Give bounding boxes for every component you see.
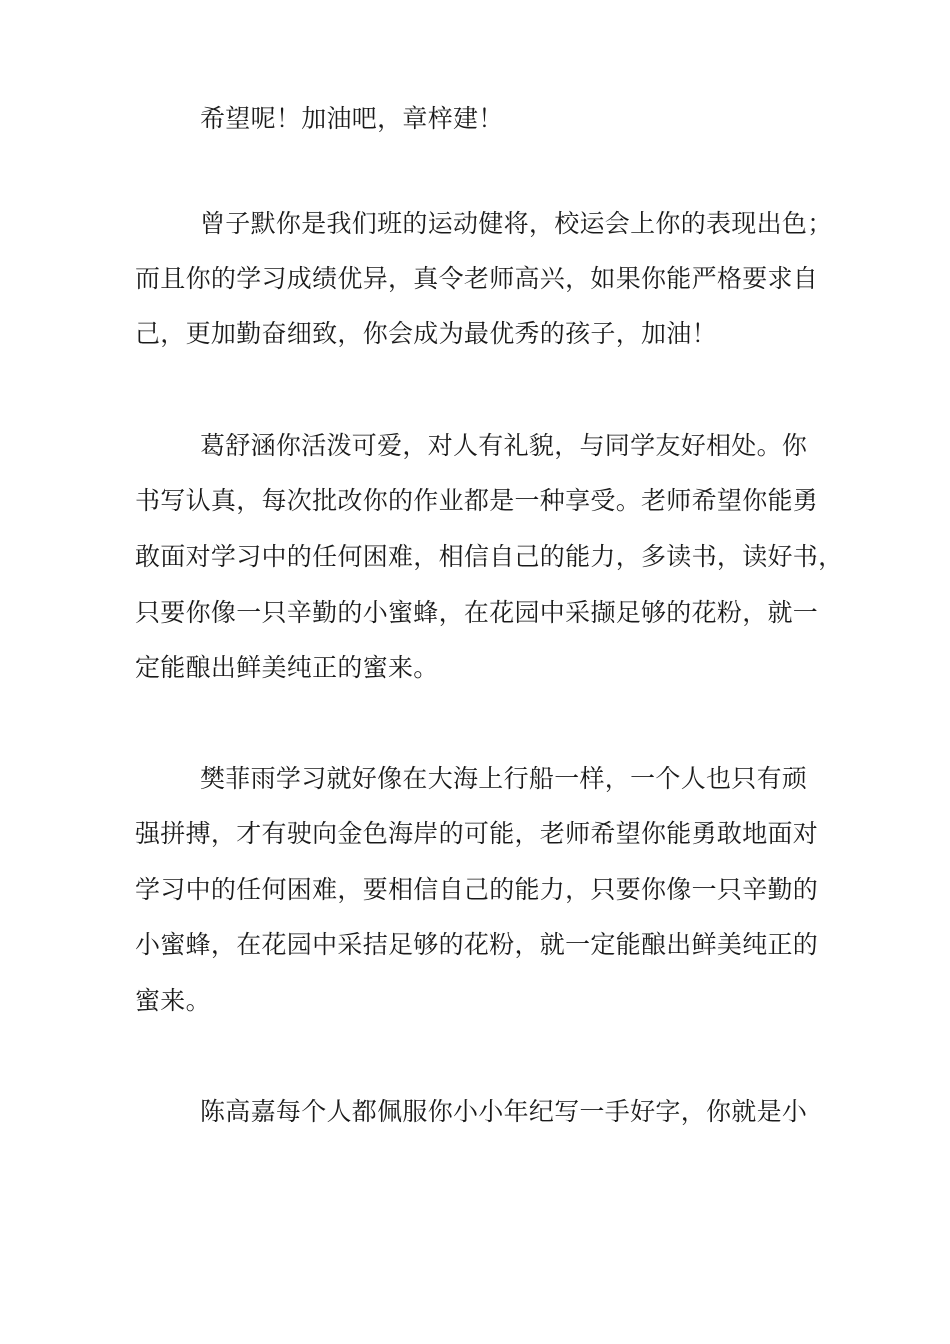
text-line: 小蜜蜂，在花园中采拮足够的花粉，就一定能酿出鲜美纯正的 bbox=[135, 930, 819, 959]
text-line: 蜜来。 bbox=[135, 986, 211, 1015]
text-line: 曾子默你是我们班的运动健将，校运会上你的表现出色； bbox=[200, 209, 833, 238]
text-line: 希望呢！加油吧，章梓建！ bbox=[200, 104, 504, 133]
text-line: 樊菲雨学习就好像在大海上行船一样，一个人也只有顽 bbox=[200, 764, 808, 793]
text-line: 敢面对学习中的任何困难，相信自己的能力，多读书，读好书， bbox=[135, 542, 844, 571]
text-line: 定能酿出鲜美纯正的蜜来。 bbox=[135, 653, 439, 682]
text-line: 只要你像一只辛勤的小蜜蜂，在花园中采撷足够的花粉，就一 bbox=[135, 598, 819, 627]
text-line: 己，更加勤奋细致，你会成为最优秀的孩子，加油！ bbox=[135, 319, 717, 348]
text-line: 陈高嘉每个人都佩服你小小年纪写一手好字，你就是小 bbox=[200, 1097, 808, 1126]
text-line: 学习中的任何困难，要相信自己的能力，只要你像一只辛勤的 bbox=[135, 875, 819, 904]
text-line: 而且你的学习成绩优异，真令老师高兴，如果你能严格要求自 bbox=[135, 264, 819, 293]
text-line: 葛舒涵你活泼可爱，对人有礼貌，与同学友好相处。你 bbox=[200, 431, 808, 460]
text-line: 强拼搏，才有驶向金色海岸的可能，老师希望你能勇敢地面对 bbox=[135, 819, 819, 848]
text-line: 书写认真，每次批改你的作业都是一种享受。老师希望你能勇 bbox=[135, 486, 819, 515]
